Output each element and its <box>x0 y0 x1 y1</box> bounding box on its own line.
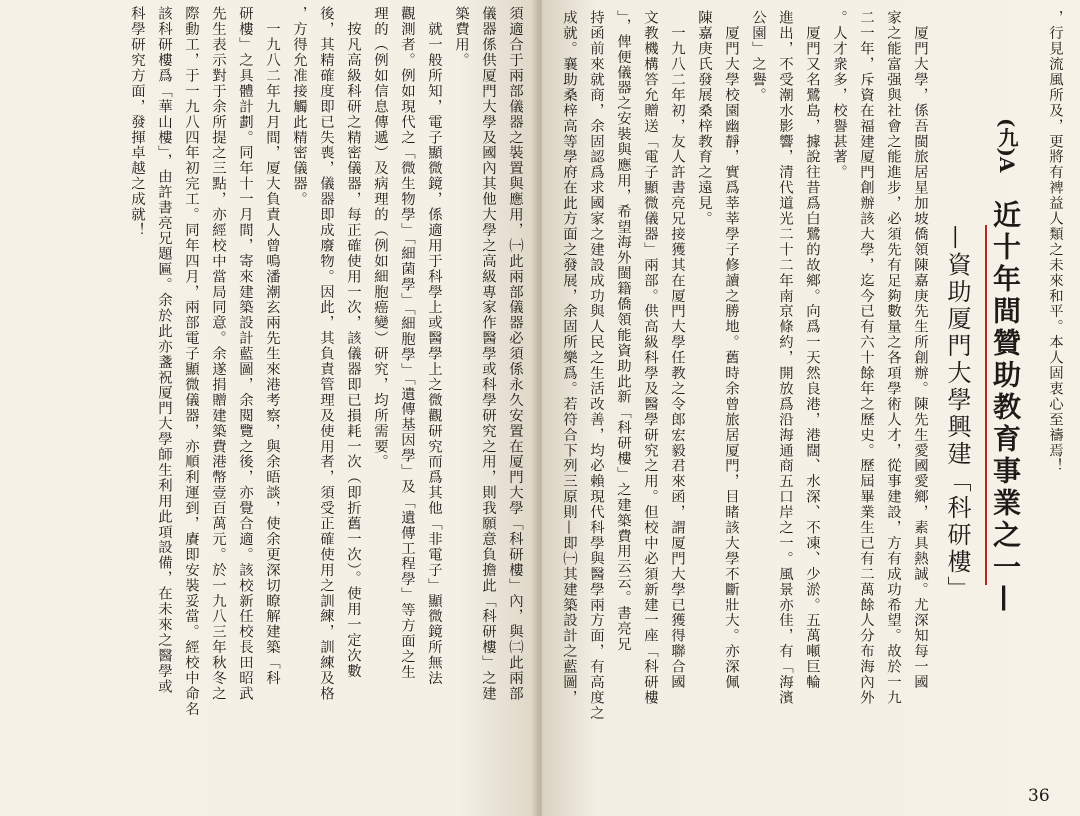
right-column-7: 家之能富强與社會之能進步，必須先有足夠數量之各項學術人才，從事建設，方有成功希望。故於一九 <box>885 10 901 706</box>
left-column-14: 該科研樓爲「華山樓」，由許書亮兄題匾。余於此亦盞祝厦門大學師生利用此項設備，在未來之醫學或 <box>156 6 172 695</box>
left-column-2: 儀器係供厦門大學及國內其他大學之高級專家作醫學或科學研究之用，則我願意負擔此「科研樓」之建 <box>480 6 496 702</box>
left-page <box>0 0 538 816</box>
right-column-6: 厦門大學，係吾閩旅居星加坡僑領陳嘉庚先生所創辦。陳先生愛國愛鄉，素具熱誠。尤深知每一國 <box>912 10 928 690</box>
page-number: 36 <box>1028 786 1050 806</box>
left-column-12: 先生表示對于余所提之三點，亦經校中當局同意。余遂捐贈建築費港幣壹百萬元。於一九八三年秋冬之 <box>210 6 226 702</box>
left-column-7: 按凡高級科研之精密儀器，每正確使用一次，該儀器即已損耗一次（即折舊一次）。使用一定次數 <box>345 6 361 679</box>
left-column-9: ，方得允准接觸此精密儀器。 <box>291 6 307 207</box>
left-column-5: 觀測者。例如現代之「微生物學」「細菌學」「細胞學」「遺傳基因學」及「遺傳工程學」等方面之生 <box>399 6 415 680</box>
right-column-1: ，行見流風所及，更將有裨益人類之未來和平。本人固衷心至禱焉！ <box>1047 10 1063 474</box>
section-number: (九)A <box>995 118 1019 173</box>
right-column-17: 」，俾便儀器之安裝與應用，希望海外閩籍僑領能資助此新「科研樓」之建築費用云云。書亮兄 <box>615 10 631 652</box>
heading-red-rule <box>985 225 987 585</box>
left-column-10: 一九八二年九月間，厦大負責人曾鳴潘潮玄兩先生來港考察，與余晤談，使余更深切瞭解建築「科 <box>264 6 280 686</box>
section-subtitle: —資助厦門大學興建「科研樓」 <box>943 225 971 603</box>
right-column-15: 一九八二年初，友人許書亮兄接獲其在厦門大學任教之令郎宏毅君來函，謂厦門大學已獲得聯合國 <box>669 10 685 690</box>
left-column-13: 際動工，于一九八四年初完工。同年四月，兩部電子顯微儀器，亦順利運到，賡即安裝妥當。經校中命名 <box>183 6 199 717</box>
section-heading: 近十年間贊助教育事業之一— <box>989 200 1022 616</box>
left-column-11: 研樓」之具體計劃。同年十一月間，寄來建築設計藍圖，余閱覽之後，亦覺合適。該校新任校長田昭武 <box>237 6 253 702</box>
left-column-4: 就一般所知，電子顯微鏡，係適用于科學上或醫學上之微觀研究而爲其他「非電子」顯微鏡所無法 <box>426 6 442 686</box>
left-page-text <box>123 6 528 816</box>
left-column-1: 須適合于兩部儀器之裝置與應用，㈠此兩部儀器必須係永久安置在厦門大學「科研樓」內，與㈡此兩部 <box>507 6 523 702</box>
left-column-8: 後，其精確度即已失喪，儀器即成廢物。因此，其負責管理及使用者，須受正確使用之訓練，訓練及格 <box>318 6 334 702</box>
right-column-13: 厦門大學校園幽靜，實爲莘莘學子修讀之勝地。舊時余曾旅居厦門，目睹該大學不斷壯大。亦深佩 <box>723 10 739 690</box>
left-column-15: 科學研究方面，發揮卓越之成就！ <box>129 6 145 238</box>
right-column-14: 陳嘉庚氏發展桑梓教育之遠見。 <box>696 10 712 227</box>
left-column-6: 理的（例如信息傳遞）及病理的（例如細胞癌變）研究，均所需要。 <box>372 6 388 470</box>
right-column-16: 文教機構答允贈送「電子顯微儀器」兩部。供高級科學及醫學研究之用。但校中必須新建一座「科研樓 <box>642 10 658 706</box>
right-column-12: 公園」之譽。 <box>750 10 766 103</box>
right-column-8: 二一年，斥資在福建厦門創辦該大學，迄今已有六十餘年之歷史。歷屆畢業生已有二萬餘人分布海內外 <box>858 10 874 706</box>
right-column-11: 進出，不受潮水影響，清代道光二十二年南京條約，開放爲沿海通商五口岸之一。風景亦佳，有「海濱 <box>777 10 793 706</box>
left-column-3: 築費用。 <box>453 6 469 68</box>
right-column-10: 厦門又名鷺島，據說往昔爲白鷺的故鄉。向爲一天然良港，港闊、水深、不凍、少淤。五萬噸巨輪 <box>804 10 820 690</box>
right-column-9: 。人才衆多，校譽甚著。 <box>831 10 847 180</box>
right-column-18: 持函前來就商，余固認爲求國家之建設成功與人民之生活改善，均必賴現代科學與醫學兩方面，有高度之 <box>588 10 604 721</box>
right-column-19: 成就。襄助桑梓高等學府在此方面之發展，余固所樂爲。若符合下列三原則—即㈠其建築設計之藍圖， <box>561 10 577 706</box>
